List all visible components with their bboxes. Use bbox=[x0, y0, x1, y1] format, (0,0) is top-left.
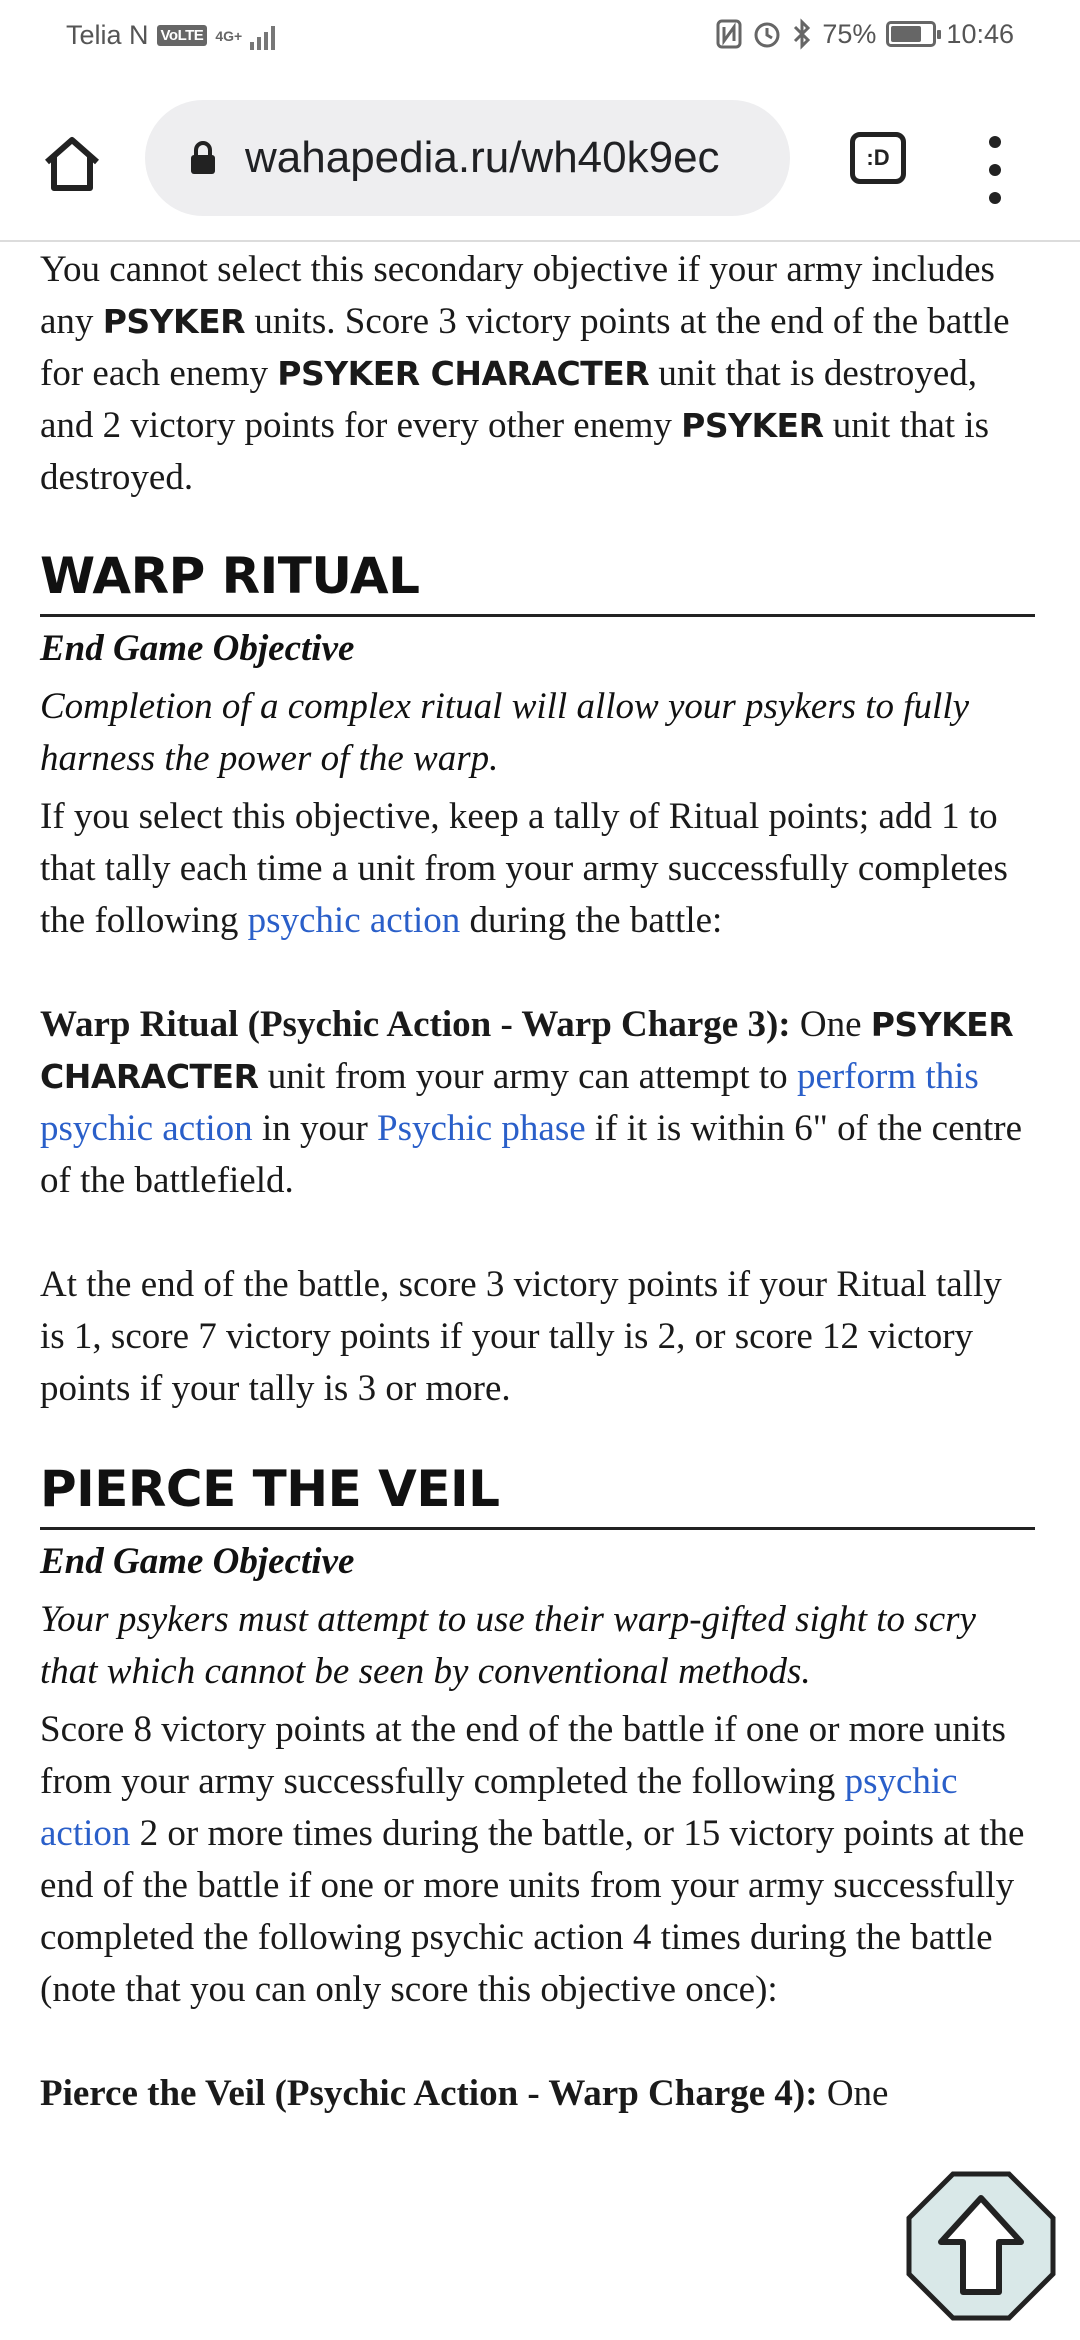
psychic-phase-link[interactable]: Psychic phase bbox=[377, 1108, 586, 1149]
arrow-up-icon bbox=[905, 2170, 1057, 2322]
psychic-action-description: Pierce the Veil (Psychic Action - Warp Charge 4): One bbox=[40, 2073, 889, 2114]
nfc-icon bbox=[716, 19, 742, 49]
keyword-psyker-character: PSYKER CHARACTER bbox=[277, 354, 650, 393]
objective-type: End Game Objective bbox=[40, 628, 355, 669]
menu-dot bbox=[989, 164, 1001, 176]
overflow-menu-button[interactable] bbox=[970, 130, 1020, 210]
action-title: Warp Ritual (Psychic Action - Warp Charge 3): bbox=[40, 1004, 791, 1045]
section-heading-warp-ritual: WARP RITUAL bbox=[40, 546, 1035, 617]
volte-badge: VoLTE bbox=[157, 25, 208, 46]
alarm-icon bbox=[752, 19, 782, 49]
signal-icon bbox=[250, 22, 275, 50]
psychic-action-link[interactable]: psychic action bbox=[247, 900, 461, 941]
bluetooth-icon bbox=[792, 18, 812, 50]
address-bar[interactable] bbox=[145, 100, 790, 216]
keyword-psyker: PSYKER bbox=[102, 302, 246, 341]
lock-icon bbox=[183, 133, 223, 183]
section-heading-pierce-the-veil: PIERCE THE VEIL bbox=[40, 1459, 1035, 1530]
keyword-psyker: PSYKER bbox=[681, 406, 824, 445]
battery-icon bbox=[886, 21, 936, 47]
page-content bbox=[40, 244, 1035, 2120]
flavour-text: Completion of a complex ritual will allow your psykers to fully harness the power of the warp. bbox=[40, 686, 970, 779]
tabs-button[interactable]: :D bbox=[850, 132, 906, 184]
carrier-name: Telia N bbox=[66, 20, 149, 50]
home-button[interactable] bbox=[32, 124, 112, 204]
objective-type: End Game Objective bbox=[40, 1541, 355, 1582]
action-title: Pierce the Veil (Psychic Action - Warp Charge 4): bbox=[40, 2073, 818, 2114]
scroll-to-top-button[interactable] bbox=[905, 2170, 1057, 2322]
url-text: wahapedia.ru/wh40k9ec bbox=[245, 133, 720, 182]
home-icon bbox=[41, 134, 103, 194]
browser-toolbar bbox=[0, 72, 1080, 242]
flavour-text: Your psykers must attempt to use their warp-gifted sight to scry that which cannot be seen by conventional methods. bbox=[40, 1599, 976, 1692]
network-type: 4G+ bbox=[215, 27, 243, 44]
status-right bbox=[716, 18, 1014, 50]
objective-rules: If you select this objective, keep a tally of Ritual points; add 1 to that tally each time a unit from your army successfully completes the following psychic action during the battle: bbox=[40, 796, 1008, 941]
menu-dot bbox=[989, 136, 1001, 148]
psychic-action-link[interactable]: psychic action bbox=[40, 1761, 958, 1854]
clock: 10:46 bbox=[946, 18, 1014, 49]
menu-dot bbox=[989, 192, 1001, 204]
battery-percent: 75% bbox=[822, 18, 877, 49]
objective-rules: Score 8 victory points at the end of the battle if one or more units from your army successfully completed the following psychic action 2 or more times during the battle, or 15 victory points at the end of the battle if one or more units from your army successfully completed the following psychic action 4 times during the battle (note that you can only score this objective once): bbox=[40, 1709, 1025, 2010]
scoring-text: At the end of the battle, score 3 victory points if your Ritual tally is 1, score 7 victory points if your tally is 2, or score 12 victory points if your tally is 3 or more. bbox=[40, 1264, 1002, 1409]
intro-paragraph: You cannot select this secondary objective if your army includes any PSYKER units. Score 3 victory points at the end of the battle for each enemy PSYKER CHARACTER unit that is destroyed, and 2 victory points for every other enemy PSYKER unit that is destroyed. bbox=[40, 249, 1010, 498]
status-left bbox=[66, 20, 275, 51]
status-bar bbox=[0, 0, 1080, 72]
psychic-action-description: Warp Ritual (Psychic Action - Warp Charge 3): One PSYKER CHARACTER unit from your army can attempt to perform this psychic action in your Psychic phase if it is within 6" of the centre of the battlefield. bbox=[40, 1004, 1023, 1201]
perform-psychic-action-link[interactable]: perform this psychic action bbox=[40, 1056, 979, 1149]
keyword-psyker-character: PSYKER CHARACTER bbox=[40, 1005, 1014, 1096]
